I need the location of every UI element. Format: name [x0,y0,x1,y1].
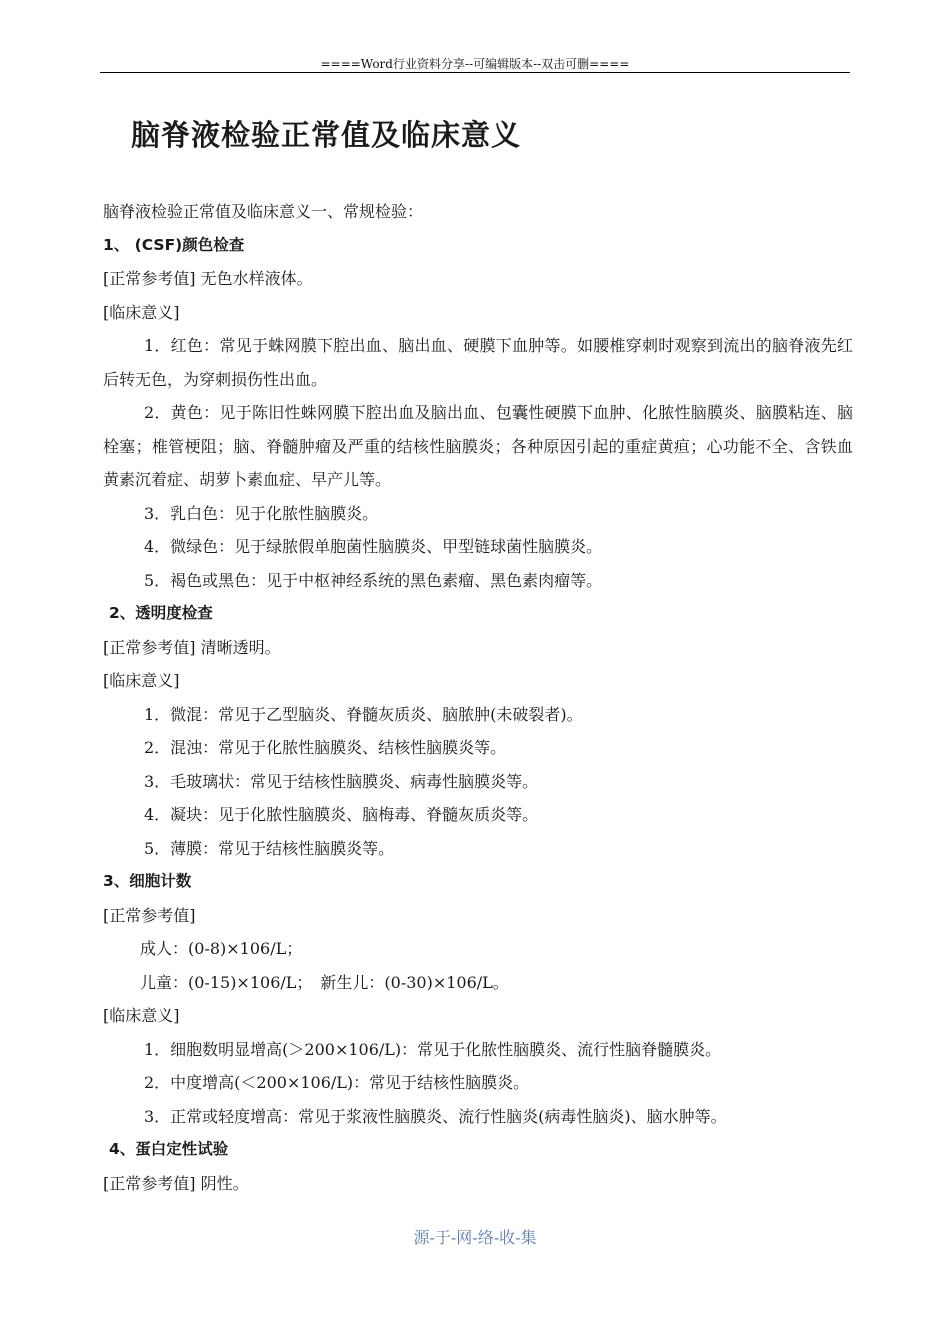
list-item: 2．中度增高(＜200×106/L)：常见于结核性脑膜炎。 [144,1073,530,1092]
clinical-label: [临床意义] [103,671,180,690]
document-body [103,195,853,1200]
clinical-label: [临床意义] [103,1006,180,1025]
list-item: 5．褐色或黑色：见于中枢神经系统的黑色素瘤、黑色素肉瘤等。 [144,570,603,590]
list-item: 3．正常或轻度增高：常见于浆液性脑膜炎、流行性脑炎(病毒性脑炎)、脑水肿等。 [144,1106,727,1126]
list-item: 3．毛玻璃状：常见于结核性脑膜炎、病毒性脑膜炎等。 [144,771,539,791]
header-divider [100,72,850,73]
list-item: 3．乳白色：见于化脓性脑膜炎。 [144,503,379,523]
page-header: ====Word行业资料分享--可编辑版本--双击可删==== [320,57,630,71]
reference-value: [正常参考值] 清晰透明。 [103,637,281,657]
list-item: 2．黄色：见于陈旧性蛛网膜下腔出血及脑出血、包囊性硬膜下血肿、化脓性脑膜炎、脑膜粘连、脑栓塞；椎管梗阻；脑、脊髓肿瘤及严重的结核性脑膜炎；各种原因引起的重症黄疸；心功能不全、含铁血黄素沉着症、胡萝卜素血症、早产儿等。 [103,403,853,489]
reference-line: 儿童：(0-15)×106/L； 新生儿：(0-30)×106/L。 [140,972,509,992]
section-heading-cell-count: 3、细胞计数 [103,872,192,890]
reference-value: [正常参考值] 无色水样液体。 [103,269,313,288]
section-heading-clarity: 2、透明度检查 [109,604,213,622]
page-footer: 源-于-网-络-收-集 [413,1228,537,1247]
list-item: 1．细胞数明显增高(＞200×106/L)：常见于化脓性脑膜炎、流行性脑脊髓膜炎。 [144,1039,722,1059]
clinical-label: [临床意义] [103,302,180,322]
section-heading-protein: 4、蛋白定性试验 [109,1140,229,1158]
list-item: 1．微混：常见于乙型脑炎、脊髓灰质炎、脑脓肿(未破裂者)。 [144,704,583,724]
list-item: 4．凝块：见于化脓性脑膜炎、脑梅毒、脊髓灰质炎等。 [144,805,539,824]
list-item: 4．微绿色：见于绿脓假单胞菌性脑膜炎、甲型链球菌性脑膜炎。 [144,537,603,556]
section-heading-color: 1、 (CSF)颜色检查 [103,235,245,254]
list-item: 1．红色：常见于蛛网膜下腔出血、脑出血、硬膜下血肿等。如腰椎穿刺时观察到流出的脑脊液先红后转无色，为穿刺损伤性出血。 [103,336,853,389]
intro-line: 脑脊液检验正常值及临床意义一、常规检验： [103,202,424,221]
document-title: 脑脊液检验正常值及临床意义 [131,118,522,152]
reference-value: [正常参考值] [103,905,196,925]
list-item: 5．薄膜：常见于结核性脑膜炎等。 [144,838,395,858]
reference-line: 成人：(0-8)×106/L； [140,939,303,958]
list-item: 2．混浊：常见于化脓性脑膜炎、结核性脑膜炎等。 [144,738,507,757]
reference-value: [正常参考值] 阴性。 [103,1173,249,1193]
